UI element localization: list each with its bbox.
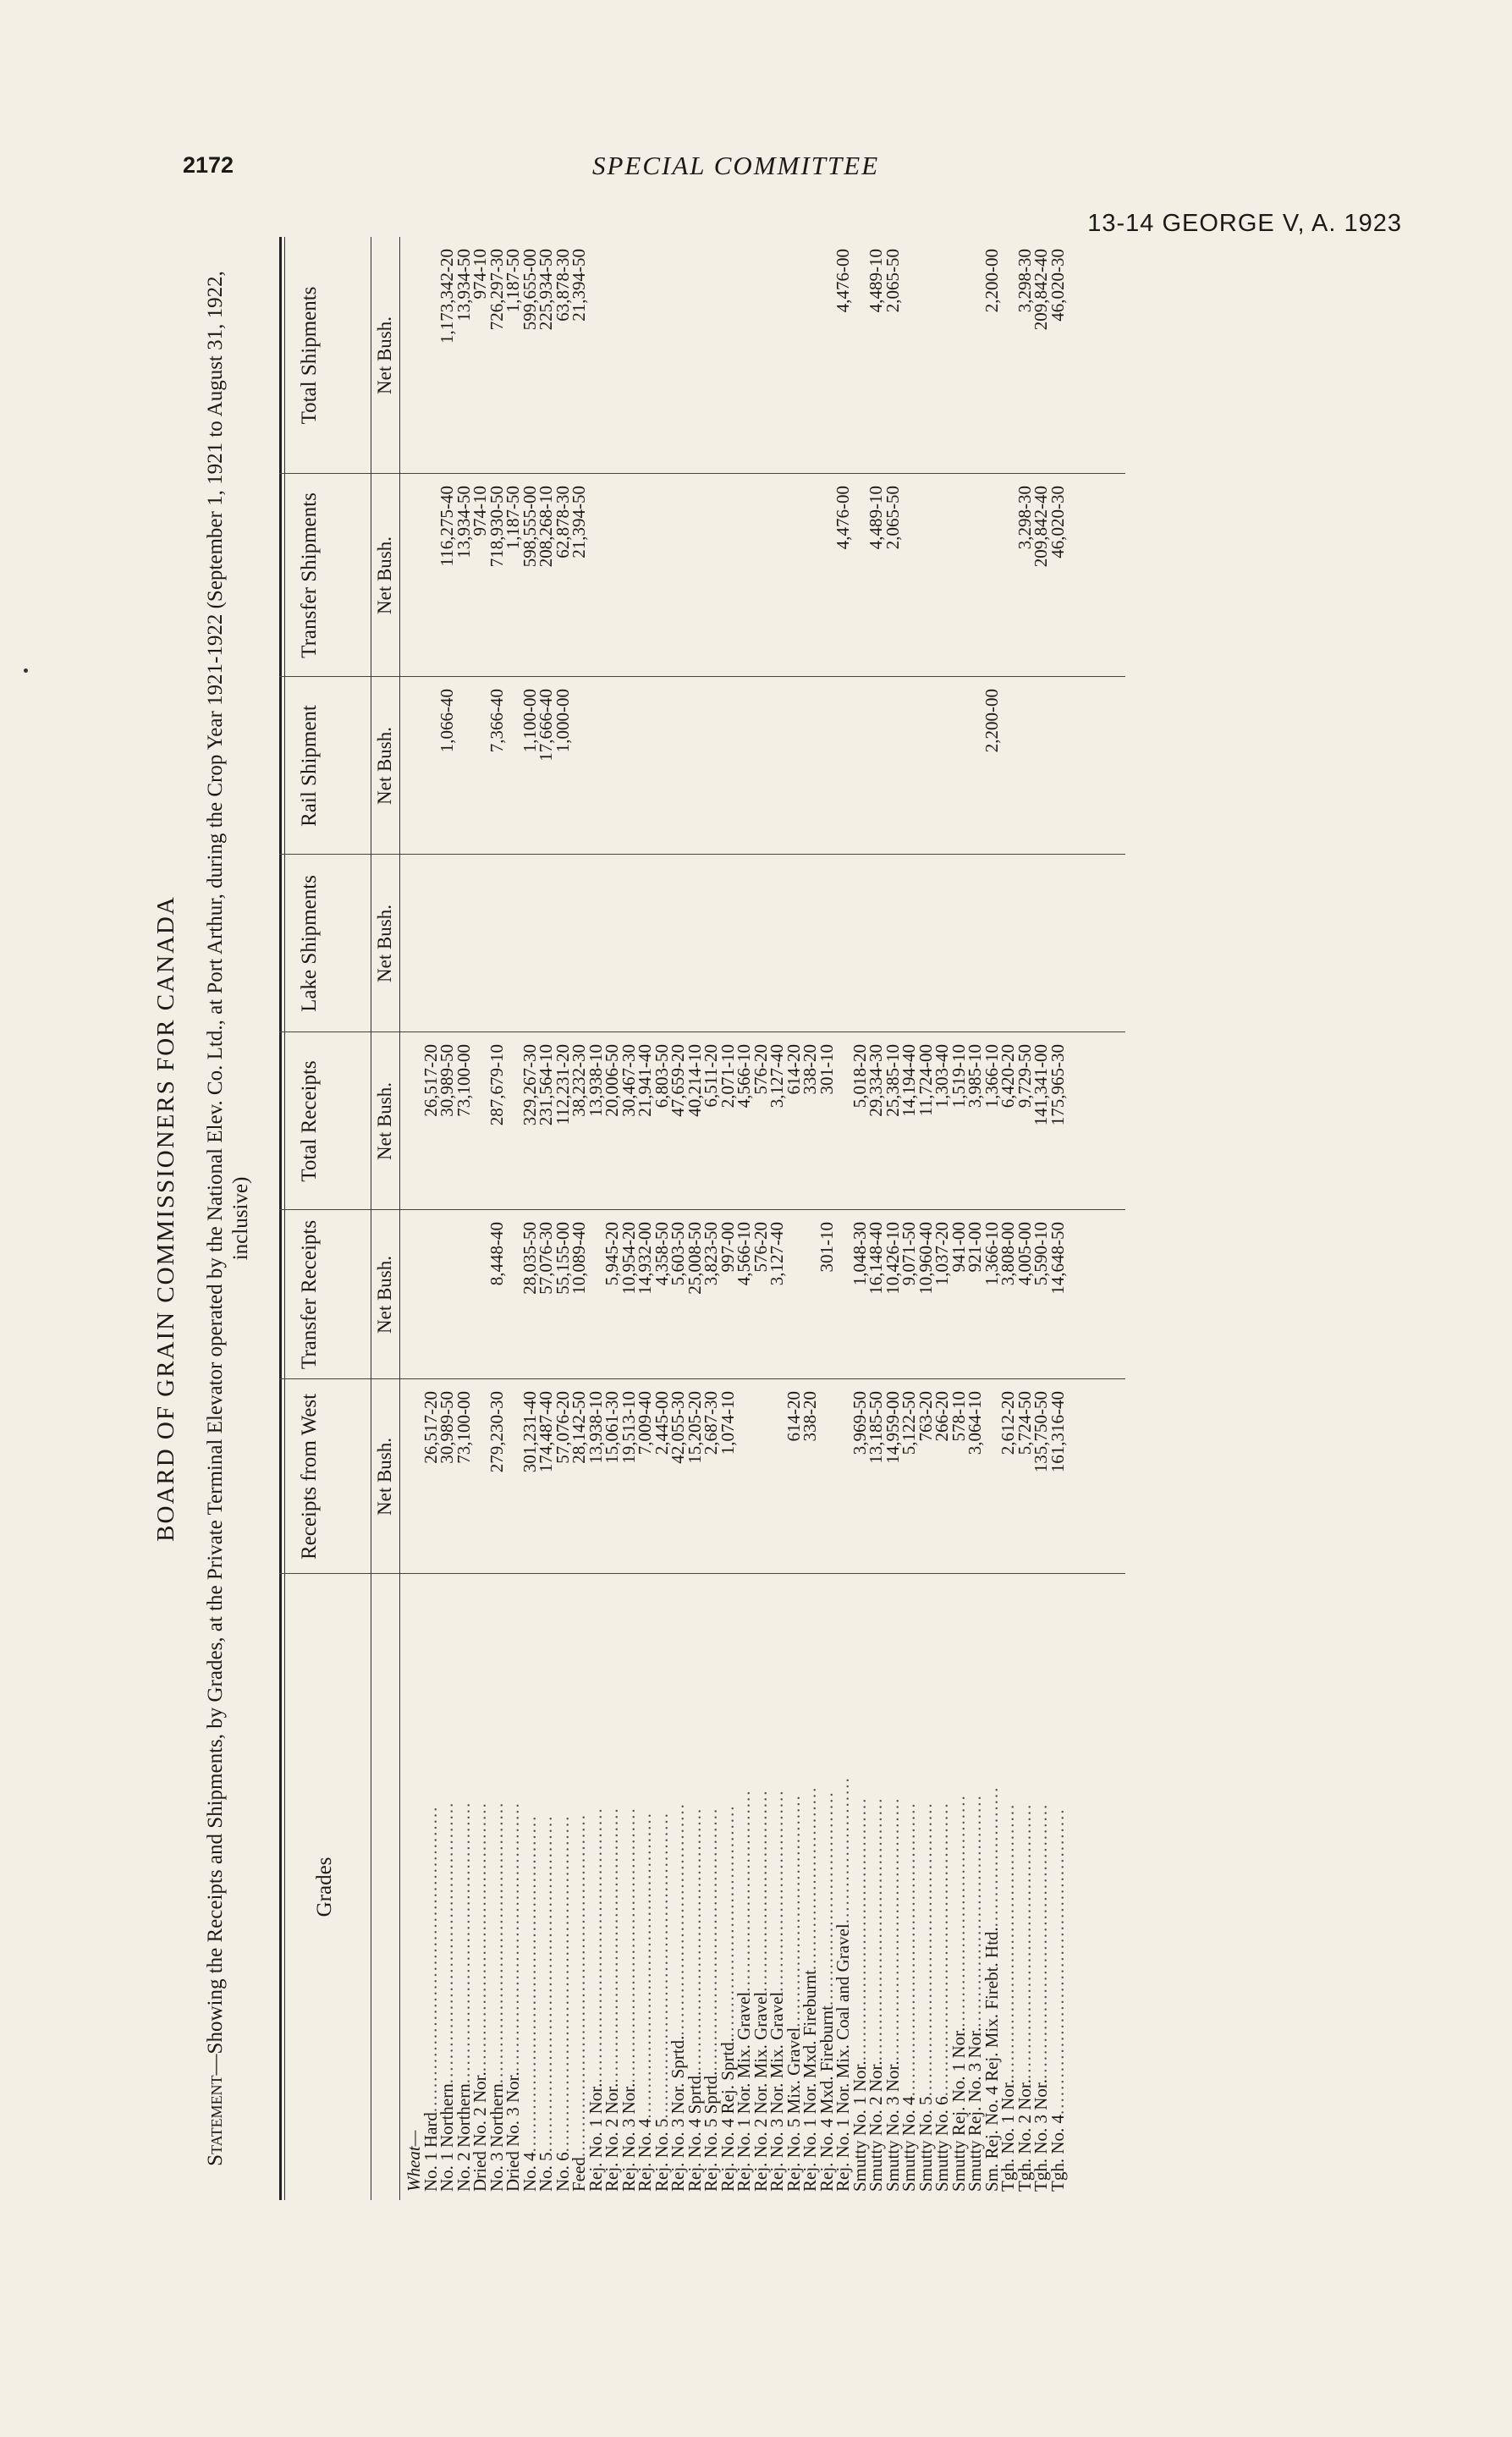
col-unit-transfer-receipts: Net Bush. <box>374 1256 395 1334</box>
col-unit-lake-shipments: Net Bush. <box>374 905 395 982</box>
grade-label: Tgh. No. 4.................................................. <box>1047 1807 1068 2192</box>
grade-label: Rej. No. 1 Nor. Mix. Gravel................................. <box>734 1789 754 2192</box>
grade-label: Rej. No. 4 Rej. Sprtd....................................... <box>717 1804 738 2192</box>
cell-receipts-from-west: 3,969-50 <box>849 1391 870 1455</box>
cell-receipts-from-west: 7,009-40 <box>635 1391 655 1455</box>
cell-transfer-receipts: 57,076-30 <box>536 1222 556 1295</box>
cell-total-shipments: 726,297-30 <box>486 249 507 331</box>
cell-transfer-receipts: 8,448-40 <box>486 1222 507 1286</box>
grade-label: Sm. Rej. No. 4 Rej. Mix. Firebt. Htd........................ <box>981 1785 1002 2192</box>
cell-total-receipts: 231,564-10 <box>536 1044 556 1126</box>
cell-rail-shipment: 7,366-40 <box>486 689 507 753</box>
grade-label: Smutty No. 1 Nor............................................ <box>849 1796 870 2192</box>
cell-transfer-receipts: 14,648-50 <box>1047 1222 1068 1295</box>
col-unit-transfer-shipments: Net Bush. <box>374 536 395 614</box>
section-heading-text: Wheat— <box>404 2130 424 2192</box>
grade-label: No. 3 Northern.............................................. <box>486 1801 507 2192</box>
grade-label: Rej. No. 3 Nor. Sprtd....................................... <box>668 1802 688 2192</box>
cell-transfer-shipments: 2,065-50 <box>882 486 903 550</box>
cell-receipts-from-west: 13,938-10 <box>585 1391 606 1464</box>
cell-transfer-shipments: 718,930-50 <box>486 486 507 568</box>
cell-receipts-from-west: 19,513-10 <box>618 1391 639 1464</box>
cell-receipts-from-west: 28,142-50 <box>569 1391 589 1464</box>
cell-receipts-from-west: 15,205-20 <box>684 1391 705 1464</box>
cell-rail-shipment: 1,000-00 <box>552 689 573 753</box>
cell-receipts-from-west: 2,612-20 <box>998 1391 1018 1455</box>
cell-total-shipments: 209,842-40 <box>1031 249 1051 331</box>
cell-transfer-shipments: 13,934-50 <box>453 486 474 558</box>
cell-total-receipts: 6,511-20 <box>701 1044 721 1108</box>
grade-label: Smutty No. 2 Nor............................................ <box>866 1796 886 2192</box>
col-head-lake-shipments: Lake Shipments <box>298 875 321 1012</box>
cell-total-shipments: 21,394-50 <box>569 249 589 322</box>
grade-label: Rej. No. 2 Nor. Mix. Gravel................................. <box>750 1789 771 2192</box>
cell-total-receipts: 329,267-30 <box>519 1044 540 1126</box>
cell-transfer-receipts: 4,005-00 <box>1014 1222 1035 1286</box>
cell-receipts-from-west: 135,750-50 <box>1031 1391 1051 1473</box>
cell-rail-shipment: 1,066-40 <box>437 689 457 753</box>
cell-transfer-shipments: 62,878-30 <box>552 486 573 558</box>
grade-label: No. 5....................................................... <box>536 1814 556 2192</box>
cell-transfer-receipts: 3,127-40 <box>767 1222 787 1286</box>
cell-receipts-from-west: 338-20 <box>800 1391 820 1442</box>
grade-label: No. 1 Hard.................................................. <box>420 1805 441 2192</box>
col-unit-total-receipts: Net Bush. <box>374 1082 395 1160</box>
cell-total-receipts: 47,659-20 <box>668 1044 688 1117</box>
grade-label: Rej. No. 4 Sprtd............................................ <box>684 1807 705 2192</box>
cell-transfer-receipts: 5,603-50 <box>668 1222 688 1286</box>
cell-total-receipts: 29,334-30 <box>866 1044 886 1117</box>
cell-transfer-receipts: 921-00 <box>965 1222 985 1273</box>
cell-total-receipts: 73,100-00 <box>453 1044 474 1117</box>
cell-total-receipts: 5,018-20 <box>849 1044 870 1108</box>
cell-total-receipts: 11,724-00 <box>915 1044 936 1116</box>
col-head-receipts-from-west: Receipts from West <box>298 1393 321 1560</box>
cell-receipts-from-west: 3,064-10 <box>965 1391 985 1455</box>
cell-transfer-receipts: 14,932-00 <box>635 1222 655 1295</box>
cell-total-shipments: 1,187-50 <box>503 249 523 313</box>
cell-transfer-receipts: 10,426-10 <box>882 1222 903 1295</box>
cell-total-shipments: 974-10 <box>470 249 490 300</box>
cell-transfer-shipments: 46,020-30 <box>1047 486 1068 558</box>
cell-total-shipments: 599,655-00 <box>519 249 540 331</box>
cell-transfer-receipts: 4,566-10 <box>734 1222 754 1286</box>
cell-total-receipts: 38,232-30 <box>569 1044 589 1117</box>
cell-total-receipts: 21,941-40 <box>635 1044 655 1117</box>
col-unit-total-shipments: Net Bush. <box>374 316 395 394</box>
cell-transfer-shipments: 116,275-40 <box>437 486 457 567</box>
cell-total-receipts: 3,127-40 <box>767 1044 787 1108</box>
cell-rail-shipment: 17,666-40 <box>536 689 556 762</box>
cell-receipts-from-west: 30,989-50 <box>437 1391 457 1464</box>
grade-label: Rej. No. 5 Sprtd............................................ <box>701 1807 721 2192</box>
cell-total-receipts: 20,006-50 <box>602 1044 622 1117</box>
cell-total-receipts: 9,729-50 <box>1014 1044 1035 1108</box>
cell-total-receipts: 1,303-40 <box>932 1044 952 1108</box>
cell-receipts-from-west: 42,055-30 <box>668 1391 688 1464</box>
grade-label: Smutty No. 5................................................ <box>915 1802 936 2192</box>
cell-total-receipts: 3,985-10 <box>965 1044 985 1108</box>
cell-receipts-from-west: 1,074-10 <box>717 1391 738 1455</box>
cell-total-receipts: 338-20 <box>800 1044 820 1095</box>
grade-label: Smutty No. 4................................................ <box>899 1802 919 2192</box>
cell-total-shipments: 13,934-50 <box>453 249 474 322</box>
cell-transfer-shipments: 598,555-00 <box>519 486 540 568</box>
table-row <box>1047 237 1068 2200</box>
session-label: 13-14 GEORGE V, A. 1923 <box>1087 210 1402 237</box>
cell-transfer-receipts: 16,148-40 <box>866 1222 886 1295</box>
grade-label: Rej. No. 1 Nor.............................................. <box>585 1807 606 2192</box>
cell-transfer-receipts: 55,155-00 <box>552 1222 573 1295</box>
cell-total-shipments: 3,298-30 <box>1014 249 1035 313</box>
cell-receipts-from-west: 2,445-00 <box>651 1391 672 1455</box>
cell-total-receipts: 40,214-10 <box>684 1044 705 1117</box>
cell-total-shipments: 46,020-30 <box>1047 249 1068 322</box>
cell-receipts-from-west: 763-20 <box>915 1391 936 1442</box>
cell-receipts-from-west: 26,517-20 <box>420 1391 441 1464</box>
cell-rail-shipment: 1,100-00 <box>519 689 540 753</box>
cell-total-receipts: 175,965-30 <box>1047 1044 1068 1126</box>
cell-transfer-receipts: 10,954-20 <box>618 1222 639 1295</box>
col-head-rail-shipment: Rail Shipment <box>298 705 321 827</box>
cell-receipts-from-west: 13,185-50 <box>866 1391 886 1464</box>
ink-dot <box>24 668 28 673</box>
cell-rail-shipment: 2,200-00 <box>981 689 1002 753</box>
grade-label: Rej. No. 2 Nor.............................................. <box>602 1807 622 2192</box>
cell-receipts-from-west: 578-10 <box>948 1391 969 1442</box>
cell-total-shipments: 225,934-50 <box>536 249 556 331</box>
cell-transfer-shipments: 974-10 <box>470 486 490 536</box>
grade-label: Rej. No. 1 Nor. Mxd. Fireburnt.............................. <box>800 1785 820 2192</box>
cell-transfer-receipts: 5,945-20 <box>602 1222 622 1286</box>
grade-label: Smutty No. 3 Nor............................................ <box>882 1796 903 2192</box>
statement-label: Statement <box>204 2075 227 2166</box>
col-head-total-shipments: Total Shipments <box>298 286 321 425</box>
statement-text: —Showing the Receipts and Shipments, by Grades, at the Private Terminal Elevator operated by the National Elev. Co. Ltd., at Port Arthur, during the Crop Year 1921-1922 (September 1, 1921 to August 31, 1922, inclusive) <box>204 271 252 2076</box>
cell-total-shipments: 63,878-30 <box>552 249 573 322</box>
cell-total-receipts: 614-20 <box>783 1044 804 1095</box>
cell-receipts-from-west: 57,076-20 <box>552 1391 573 1464</box>
cell-transfer-receipts: 997-00 <box>717 1222 738 1273</box>
grade-label: Rej. No. 3 Nor.............................................. <box>618 1807 639 2192</box>
grade-label: Tgh. No. 1 Nor.............................................. <box>998 1802 1018 2192</box>
cell-transfer-receipts: 1,366-10 <box>981 1222 1002 1286</box>
cell-transfer-receipts: 301-10 <box>816 1222 837 1273</box>
grade-label: No. 4....................................................... <box>519 1814 540 2192</box>
col-unit-receipts-from-west: Net Bush. <box>374 1438 395 1516</box>
cell-transfer-receipts: 5,590-10 <box>1031 1222 1051 1286</box>
cell-receipts-from-west: 15,061-30 <box>602 1391 622 1464</box>
cell-transfer-receipts: 3,823-50 <box>701 1222 721 1286</box>
cell-total-receipts: 30,467-30 <box>618 1044 639 1117</box>
running-title: SPECIAL COMMITTEE <box>592 151 880 180</box>
grade-label: Dried No. 2 Nor............................................. <box>470 1802 490 2192</box>
cell-receipts-from-west: 279,230-30 <box>486 1391 507 1473</box>
cell-total-receipts: 6,420-20 <box>998 1044 1018 1108</box>
grade-label: No. 2 Northern.............................................. <box>453 1801 474 2192</box>
cell-total-receipts: 287,679-10 <box>486 1044 507 1126</box>
col-head-total-receipts: Total Receipts <box>298 1060 321 1182</box>
page-number: 2172 <box>183 152 234 178</box>
cell-receipts-from-west: 73,100-00 <box>453 1391 474 1464</box>
grade-label: Rej. No. 1 Nor. Mix. Coal and Gravel........................ <box>833 1776 853 2192</box>
col-head-grades: Grades <box>313 1857 336 1917</box>
grade-label: Rej. No. 3 Nor. Mix. Gravel................................. <box>767 1789 787 2192</box>
grade-label: Smutty No. 6................................................ <box>932 1802 952 2192</box>
grade-label: Smutty Rej. No. 3 Nor....................................... <box>965 1794 985 2192</box>
cell-transfer-receipts: 28,035-50 <box>519 1222 540 1295</box>
cell-total-receipts: 1,519-10 <box>948 1044 969 1108</box>
board-title: BOARD OF GRAIN COMMISSIONERS FOR CANADA <box>152 895 179 1542</box>
cell-transfer-receipts: 3,808-00 <box>998 1222 1018 1286</box>
cell-total-receipts: 26,517-20 <box>420 1044 441 1117</box>
cell-receipts-from-west: 2,687-30 <box>701 1391 721 1455</box>
cell-total-receipts: 25,385-10 <box>882 1044 903 1117</box>
cell-transfer-receipts: 576-20 <box>750 1222 771 1273</box>
table-body <box>406 237 1066 2200</box>
grade-label: Rej. No. 5.................................................. <box>651 1812 672 2192</box>
cell-receipts-from-west: 174,487-40 <box>536 1391 556 1473</box>
grade-label: Rej. No. 4 Mxd. Fireburnt................................... <box>816 1791 837 2192</box>
page-header <box>0 0 1512 254</box>
cell-transfer-receipts: 25,008-50 <box>684 1222 705 1295</box>
cell-total-receipts: 13,938-10 <box>585 1044 606 1117</box>
cell-transfer-shipments: 4,476-00 <box>833 486 853 550</box>
cell-receipts-from-west: 5,724-50 <box>1014 1391 1035 1455</box>
cell-total-receipts: 6,803-50 <box>651 1044 672 1108</box>
cell-transfer-receipts: 941-00 <box>948 1222 969 1273</box>
cell-total-shipments: 1,173,342-20 <box>437 249 457 344</box>
cell-transfer-receipts: 1,037-20 <box>932 1222 952 1286</box>
col-unit-rail-shipment: Net Bush. <box>374 727 395 805</box>
cell-transfer-shipments: 1,187-50 <box>503 486 523 550</box>
cell-transfer-receipts: 10,089-40 <box>569 1222 589 1295</box>
cell-receipts-from-west: 301,231-40 <box>519 1391 540 1473</box>
cell-total-receipts: 112,231-20 <box>552 1044 573 1125</box>
cell-receipts-from-west: 5,122-50 <box>899 1391 919 1455</box>
grade-label: Smutty Rej. No. 1 Nor....................................... <box>948 1794 969 2192</box>
cell-receipts-from-west: 614-20 <box>783 1391 804 1442</box>
rotated-table-block <box>135 237 1388 2200</box>
cell-total-shipments: 2,200-00 <box>981 249 1002 313</box>
grade-label: Tgh. No. 3 Nor.............................................. <box>1031 1802 1051 2192</box>
grade-label: No. 1 Northern.............................................. <box>437 1801 457 2192</box>
cell-receipts-from-west: 266-20 <box>932 1391 952 1442</box>
cell-total-receipts: 4,566-10 <box>734 1044 754 1108</box>
cell-transfer-shipments: 4,489-10 <box>866 486 886 550</box>
cell-total-receipts: 1,366-10 <box>981 1044 1002 1108</box>
grade-label: Feed........................................................ <box>569 1813 589 2192</box>
col-head-transfer-receipts: Transfer Receipts <box>298 1219 321 1370</box>
cell-transfer-shipments: 208,268-10 <box>536 486 556 568</box>
cell-receipts-from-west: 161,316-40 <box>1047 1391 1068 1473</box>
cell-total-shipments: 4,476-00 <box>833 249 853 313</box>
statement-caption <box>203 237 254 2200</box>
cell-transfer-receipts: 10,960-40 <box>915 1222 936 1295</box>
grade-label: Dried No. 3 Nor............................................. <box>503 1802 523 2192</box>
cell-total-receipts: 2,071-10 <box>717 1044 738 1108</box>
cell-total-receipts: 30,989-50 <box>437 1044 457 1117</box>
cell-total-receipts: 14,194-40 <box>899 1044 919 1117</box>
cell-transfer-shipments: 3,298-30 <box>1014 486 1035 550</box>
cell-total-receipts: 576-20 <box>750 1044 771 1095</box>
cell-total-receipts: 301-10 <box>816 1044 837 1095</box>
cell-transfer-shipments: 209,842-40 <box>1031 486 1051 568</box>
cell-transfer-shipments: 21,394-50 <box>569 486 589 558</box>
cell-receipts-from-west: 14,959-00 <box>882 1391 903 1464</box>
cell-transfer-receipts: 9,071-50 <box>899 1222 919 1286</box>
cell-total-shipments: 2,065-50 <box>882 249 903 313</box>
cell-transfer-receipts: 4,358-50 <box>651 1222 672 1286</box>
cell-transfer-receipts: 1,048-30 <box>849 1222 870 1286</box>
grade-label: Rej. No. 4.................................................. <box>635 1812 655 2192</box>
grade-label: No. 6....................................................... <box>552 1814 573 2192</box>
grade-label: Rej. No. 5 Mix. Gravel...................................... <box>783 1794 804 2192</box>
cell-total-shipments: 4,489-10 <box>866 249 886 313</box>
cell-total-receipts: 141,341-00 <box>1031 1044 1051 1126</box>
grade-label: Tgh. No. 2 Nor.............................................. <box>1014 1802 1035 2192</box>
col-head-transfer-shipments: Transfer Shipments <box>298 492 321 658</box>
